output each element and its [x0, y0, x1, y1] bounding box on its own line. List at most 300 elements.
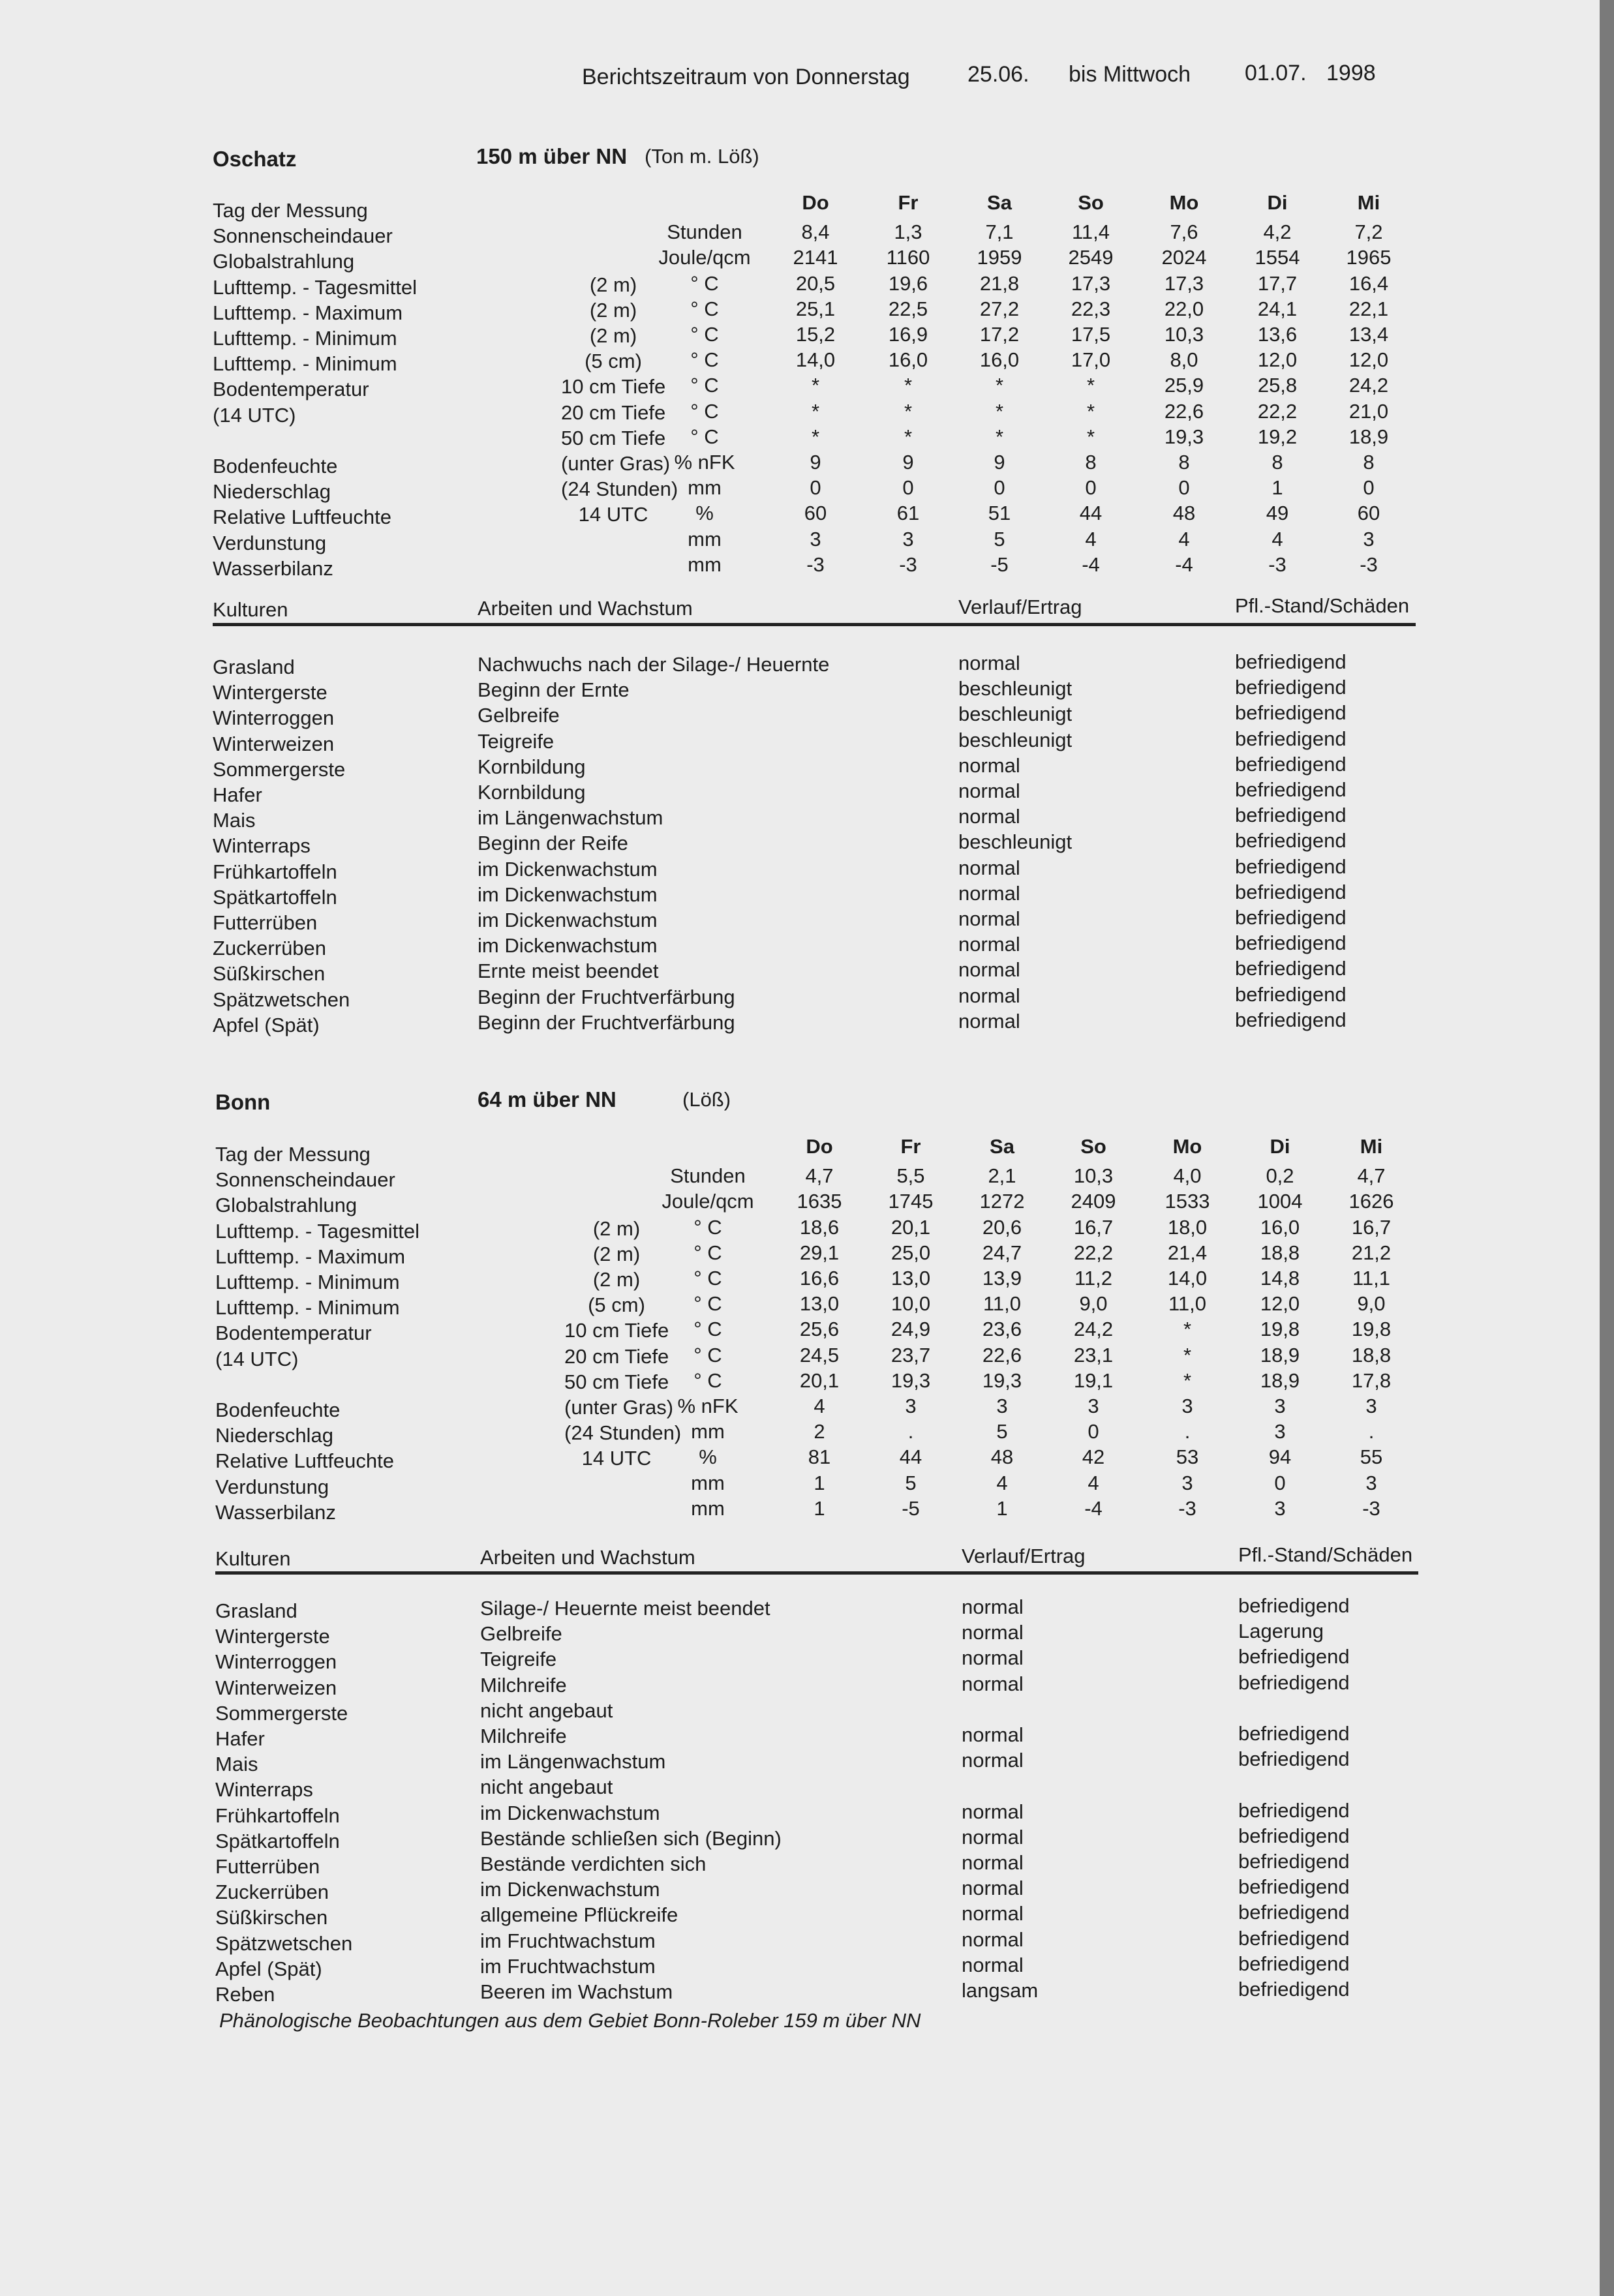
- crop-status: befriedigend: [1238, 1875, 1350, 1899]
- measurement-value: *: [1183, 1343, 1192, 1367]
- measurement-sub: (2 m): [589, 298, 637, 322]
- measurement-value: 8: [1271, 451, 1283, 474]
- measurement-value: 22,2: [1257, 399, 1298, 423]
- measurement-value: 1: [1271, 476, 1283, 500]
- measurement-value: 8,4: [801, 220, 830, 244]
- measurement-label: (14 UTC): [215, 1347, 299, 1370]
- crop-course: normal: [958, 652, 1020, 674]
- measurement-value: 49: [1266, 502, 1289, 525]
- crop-course: normal: [958, 779, 1020, 802]
- crop-name: Winterweizen: [213, 732, 335, 755]
- measurement-value: 0: [994, 476, 1005, 500]
- measurement-value: 13,6: [1257, 323, 1298, 346]
- measurement-value: 16,4: [1348, 271, 1389, 295]
- crop-status: befriedigend: [1238, 1926, 1350, 1950]
- measurement-label: Sonnenscheindauer: [215, 1168, 395, 1192]
- crop-course: normal: [962, 1723, 1024, 1746]
- measurement-value: 4,2: [1263, 220, 1292, 244]
- measurement-unit: mm: [688, 476, 722, 500]
- measurement-value: *: [904, 374, 913, 397]
- measurement-value: 23,7: [891, 1343, 931, 1367]
- measurement-value: 9: [810, 451, 821, 474]
- day-header: Mi: [1360, 1135, 1383, 1158]
- measurement-value: 4: [814, 1395, 825, 1417]
- measurement-value: 24,5: [799, 1343, 840, 1367]
- measurement-value: 10,0: [891, 1292, 931, 1316]
- crop-course: normal: [962, 1646, 1024, 1670]
- measurement-value: 21,2: [1351, 1241, 1392, 1264]
- measurement-value: 48: [1172, 502, 1196, 525]
- measurement-value: 19,8: [1260, 1318, 1300, 1341]
- measurement-label: Tag der Messung: [213, 199, 368, 222]
- crop-stage: im Dickenwachstum: [478, 934, 658, 958]
- measurement-label: Lufttemp. - Tagesmittel: [213, 275, 418, 299]
- measurement-value: -3: [1362, 1496, 1380, 1520]
- crops-header-arbeiten: Arbeiten und Wachstum: [480, 1546, 695, 1569]
- measurement-unit: ° C: [693, 1343, 722, 1367]
- measurement-value: *: [1183, 1318, 1192, 1341]
- measurement-unit: ° C: [690, 425, 719, 448]
- measurement-value: 17,2: [979, 323, 1020, 346]
- crops-header-verlauf: Verlauf/Ertrag: [962, 1545, 1086, 1567]
- station-elevation: 150 m über NN: [476, 144, 628, 168]
- crop-name: Reben: [215, 1983, 275, 2006]
- crop-course: normal: [958, 907, 1020, 930]
- measurement-value: -5: [990, 552, 1009, 576]
- crop-status: befriedigend: [1238, 1824, 1350, 1847]
- measurement-value: 19,3: [891, 1368, 931, 1392]
- measurement-value: 1635: [797, 1190, 842, 1213]
- year: 1998: [1326, 61, 1376, 85]
- measurement-value: 18,8: [1260, 1241, 1300, 1264]
- measurement-value: 1533: [1165, 1190, 1210, 1213]
- measurement-sub: 50 cm Tiefe: [564, 1370, 669, 1393]
- crop-status: befriedigend: [1235, 906, 1347, 929]
- measurement-value: 1959: [977, 246, 1022, 269]
- measurement-value: 2141: [793, 246, 838, 269]
- measurement-label: Niederschlag: [213, 480, 331, 504]
- crop-stage: Beeren im Wachstum: [480, 1980, 673, 2003]
- crop-status: befriedigend: [1235, 701, 1347, 725]
- crop-course: normal: [962, 1851, 1024, 1874]
- measurement-value: 25,1: [795, 297, 836, 320]
- measurement-value: 24,2: [1073, 1318, 1114, 1341]
- measurement-value: 3: [902, 527, 914, 551]
- measurement-value: 18,8: [1351, 1343, 1392, 1367]
- measurement-value: 1272: [979, 1190, 1025, 1213]
- crop-name: Winterroggen: [213, 706, 335, 730]
- crop-name: Spätzwetschen: [213, 988, 350, 1011]
- crop-status: befriedigend: [1235, 752, 1347, 776]
- measurement-value: 23,1: [1073, 1343, 1114, 1367]
- measurement-value: 0: [1274, 1471, 1286, 1494]
- measurement-value: 18,9: [1348, 425, 1389, 448]
- measurement-label: Bodenfeuchte: [215, 1398, 341, 1421]
- crop-course: normal: [958, 881, 1020, 905]
- measurement-value: 1745: [888, 1190, 934, 1213]
- crop-name: Futterrüben: [213, 911, 318, 934]
- measurement-value: *: [904, 399, 913, 423]
- measurement-value: 25,6: [799, 1318, 840, 1341]
- crop-name: Winterweizen: [215, 1676, 337, 1699]
- measurement-value: -3: [1178, 1496, 1196, 1520]
- crop-status: befriedigend: [1235, 880, 1347, 903]
- measurement-value: 8,0: [1170, 348, 1198, 372]
- measurement-label: Lufttemp. - Minimum: [215, 1296, 400, 1320]
- measurement-value: 13,0: [799, 1292, 840, 1316]
- measurement-value: 1160: [886, 246, 930, 269]
- crop-name: Winterraps: [213, 834, 311, 858]
- measurement-value: 12,0: [1348, 348, 1389, 372]
- measurement-value: *: [1183, 1368, 1192, 1392]
- measurement-value: 4,7: [805, 1164, 834, 1188]
- measurement-value: 21,4: [1167, 1241, 1208, 1264]
- measurement-value: 23,6: [982, 1318, 1022, 1341]
- crops-header-stand: Pfl.-Stand/Schäden: [1235, 594, 1410, 617]
- measurement-sub: (2 m): [592, 1216, 641, 1240]
- measurement-value: 5: [994, 527, 1005, 551]
- measurement-value: 1626: [1348, 1190, 1394, 1213]
- day-header: Do: [802, 191, 829, 214]
- measurement-value: 11,0: [1168, 1292, 1207, 1316]
- day-header: Do: [806, 1135, 833, 1158]
- measurement-label: Globalstrahlung: [213, 250, 355, 273]
- measurement-value: 24,7: [982, 1241, 1022, 1264]
- crop-course: normal: [958, 958, 1020, 982]
- measurement-value: 11,2: [1074, 1267, 1113, 1290]
- measurement-value: -5: [902, 1496, 920, 1520]
- measurement-value: 61: [896, 502, 920, 525]
- measurement-value: 4: [1088, 1471, 1099, 1494]
- footnote: Phänologische Beobachtungen aus dem Gebiet Bonn-Roleber 159 m über NN: [219, 2009, 921, 2032]
- measurement-value: .: [1368, 1420, 1375, 1443]
- crop-status: befriedigend: [1238, 1901, 1350, 1924]
- measurement-value: 5,5: [896, 1164, 925, 1188]
- measurement-value: 21,0: [1348, 399, 1389, 423]
- crop-name: Spätkartoffeln: [215, 1829, 340, 1852]
- measurement-sub: (unter Gras): [564, 1396, 674, 1419]
- measurement-label: Niederschlag: [215, 1424, 333, 1447]
- measurement-sub: (2 m): [589, 273, 637, 296]
- measurement-value: 3: [1088, 1395, 1099, 1417]
- crop-name: Sommergerste: [213, 757, 346, 781]
- measurement-value: 94: [1268, 1445, 1292, 1469]
- measurement-value: 24,9: [891, 1318, 931, 1341]
- station-soil: (Ton m. Löß): [645, 145, 759, 168]
- crop-status: befriedigend: [1235, 778, 1347, 801]
- crop-name: Hafer: [213, 783, 262, 806]
- measurement-value: 7,2: [1354, 220, 1383, 244]
- measurement-value: 1: [814, 1471, 825, 1494]
- measurement-label: Lufttemp. - Maximum: [213, 301, 403, 324]
- crop-stage: Bestände schließen sich (Beginn): [480, 1826, 782, 1850]
- measurement-value: 4,7: [1357, 1164, 1386, 1188]
- date-to: 01.07.: [1245, 61, 1307, 85]
- measurement-sub: (2 m): [589, 324, 637, 347]
- measurement-value: 16,0: [979, 348, 1020, 372]
- measurement-sub: 10 cm Tiefe: [564, 1319, 669, 1342]
- measurement-value: 2024: [1161, 246, 1207, 269]
- crop-status: befriedigend: [1235, 1008, 1347, 1031]
- measurement-value: 19,2: [1257, 425, 1298, 448]
- measurement-value: 24,2: [1348, 374, 1389, 397]
- measurement-value: 44: [1079, 502, 1103, 525]
- station-elevation: 64 m über NN: [478, 1087, 617, 1111]
- crop-status: befriedigend: [1235, 854, 1347, 878]
- measurement-unit: %: [699, 1445, 717, 1469]
- measurement-value: 3: [810, 527, 821, 551]
- measurement-value: 22,5: [888, 297, 928, 320]
- measurement-value: 16,0: [1260, 1215, 1300, 1239]
- measurement-value: 9,0: [1079, 1292, 1108, 1316]
- crop-name: Grasland: [213, 656, 295, 678]
- crop-stage: allgemeine Pflückreife: [480, 1903, 678, 1927]
- crop-status: befriedigend: [1238, 1952, 1350, 1975]
- measurement-value: 16,6: [799, 1267, 840, 1290]
- measurement-value: 4: [996, 1471, 1008, 1494]
- measurement-value: 19,6: [888, 271, 928, 295]
- measurement-value: -4: [1082, 552, 1100, 576]
- crop-stage: Beginn der Fruchtverfärbung: [478, 985, 735, 1008]
- measurement-value: 4: [1271, 527, 1283, 551]
- measurement-value: 16,7: [1351, 1215, 1392, 1239]
- measurement-sub: 14 UTC: [581, 1447, 652, 1470]
- date-from: 25.06.: [967, 62, 1029, 87]
- crop-name: Zuckerrüben: [215, 1881, 329, 1904]
- measurement-value: 25,0: [891, 1241, 931, 1264]
- measurement-value: 2,1: [988, 1164, 1016, 1188]
- measurement-unit: ° C: [693, 1292, 722, 1316]
- crops-header-verlauf: Verlauf/Ertrag: [958, 596, 1082, 618]
- crop-stage: Gelbreife: [478, 704, 560, 727]
- measurement-label: Sonnenscheindauer: [213, 224, 393, 248]
- measurement-value: *: [1086, 425, 1095, 448]
- crop-status: befriedigend: [1238, 1722, 1350, 1745]
- measurement-value: 22,1: [1348, 297, 1389, 320]
- measurement-unit: ° C: [690, 348, 719, 372]
- day-header: Sa: [987, 191, 1012, 214]
- crop-name: Frühkartoffeln: [215, 1804, 340, 1827]
- crop-course: normal: [962, 1877, 1024, 1900]
- measurement-value: 3: [905, 1395, 917, 1417]
- measurement-sub: 10 cm Tiefe: [561, 375, 666, 399]
- measurement-value: 42: [1082, 1445, 1105, 1469]
- measurement-value: 18,9: [1260, 1343, 1300, 1367]
- measurement-unit: mm: [688, 552, 722, 576]
- measurement-unit: mm: [691, 1496, 725, 1520]
- crop-status: befriedigend: [1235, 957, 1347, 980]
- crop-name: Spätzwetschen: [215, 1931, 353, 1955]
- measurement-value: 17,3: [1071, 271, 1111, 295]
- measurement-value: 8: [1363, 451, 1375, 474]
- crop-name: Apfel (Spät): [213, 1013, 320, 1036]
- measurement-value: 60: [1357, 502, 1380, 525]
- measurement-value: *: [1086, 399, 1095, 423]
- measurement-label: Bodenfeuchte: [213, 455, 338, 477]
- crop-course: normal: [962, 1800, 1024, 1823]
- section-rule: [213, 623, 1416, 626]
- measurement-value: 2549: [1068, 246, 1114, 269]
- crop-course: normal: [958, 933, 1020, 956]
- day-header: Sa: [990, 1135, 1014, 1158]
- station-name: Oschatz: [213, 147, 297, 171]
- section-rule: [215, 1571, 1418, 1575]
- day-header: So: [1078, 191, 1104, 214]
- crop-status: befriedigend: [1235, 982, 1347, 1006]
- measurement-label: Relative Luftfeuchte: [215, 1449, 395, 1473]
- crop-name: Mais: [215, 1753, 258, 1776]
- crop-course: beschleunigt: [958, 830, 1073, 854]
- measurement-sub: 20 cm Tiefe: [564, 1344, 669, 1368]
- measurement-value: 14,0: [795, 348, 836, 372]
- measurement-label: Lufttemp. - Minimum: [215, 1271, 400, 1293]
- measurement-value: 7,1: [985, 220, 1014, 244]
- measurement-value: 25,8: [1257, 374, 1298, 397]
- crop-status: befriedigend: [1238, 1978, 1350, 2001]
- crop-stage: im Dickenwachstum: [478, 857, 658, 881]
- crop-status: befriedigend: [1235, 829, 1347, 853]
- measurement-value: -3: [1360, 552, 1378, 576]
- measurement-value: 11,4: [1071, 220, 1110, 244]
- measurement-value: -4: [1084, 1496, 1103, 1520]
- measurement-value: 48: [990, 1445, 1014, 1469]
- measurement-value: 0: [1178, 476, 1190, 500]
- crop-course: normal: [958, 984, 1020, 1007]
- measurement-value: 60: [804, 502, 827, 525]
- crop-stage: Beginn der Fruchtverfärbung: [478, 1010, 735, 1034]
- crop-course: normal: [958, 856, 1020, 879]
- measurement-value: 0: [902, 476, 914, 500]
- crop-name: Grasland: [215, 1599, 297, 1622]
- measurement-value: 11,1: [1352, 1267, 1391, 1290]
- crop-name: Süßkirschen: [215, 1906, 328, 1929]
- measurement-value: 14,0: [1167, 1267, 1208, 1290]
- measurement-value: 53: [1176, 1445, 1199, 1469]
- crops-header-kulturen: Kulturen: [213, 598, 288, 621]
- measurement-unit: ° C: [690, 297, 719, 320]
- measurement-value: 20,1: [891, 1215, 931, 1239]
- measurement-value: 10,3: [1073, 1164, 1114, 1188]
- measurement-value: 44: [899, 1445, 922, 1469]
- crop-course: normal: [962, 1825, 1024, 1849]
- measurement-value: -4: [1175, 552, 1193, 576]
- measurement-label: (14 UTC): [213, 403, 296, 427]
- measurement-value: 17,3: [1164, 271, 1204, 295]
- crop-name: Sommergerste: [215, 1701, 348, 1725]
- measurement-value: 55: [1360, 1445, 1383, 1469]
- measurement-unit: %: [695, 502, 714, 525]
- crop-name: Winterraps: [215, 1778, 313, 1802]
- crop-stage: nicht angebaut: [480, 1699, 613, 1722]
- measurement-value: 24,1: [1257, 297, 1298, 320]
- measurement-value: -3: [899, 552, 917, 576]
- day-header: Di: [1267, 191, 1288, 214]
- measurement-value: 3: [1274, 1496, 1286, 1520]
- measurement-value: 13,4: [1348, 323, 1389, 346]
- measurement-value: *: [1086, 374, 1095, 397]
- crop-stage: Beginn der Ernte: [478, 678, 630, 702]
- measurement-unit: ° C: [693, 1215, 722, 1239]
- measurement-value: 29,1: [799, 1241, 840, 1264]
- crop-status: befriedigend: [1238, 1645, 1350, 1669]
- measurement-value: 18,6: [799, 1215, 840, 1239]
- measurement-value: 5: [996, 1420, 1008, 1443]
- measurement-value: 3: [996, 1395, 1008, 1417]
- measurement-unit: % nFK: [674, 451, 735, 474]
- measurement-value: 17,0: [1071, 348, 1111, 372]
- crop-stage: im Fruchtwachstum: [480, 1954, 656, 1978]
- measurement-unit: Stunden: [670, 1164, 746, 1188]
- measurement-unit: ° C: [693, 1318, 722, 1341]
- measurement-label: Wasserbilanz: [213, 556, 333, 580]
- measurement-label: Relative Luftfeuchte: [213, 506, 392, 529]
- measurement-value: 4,0: [1173, 1164, 1202, 1188]
- measurement-label: Verdunstung: [213, 531, 327, 554]
- crop-status: befriedigend: [1238, 1798, 1350, 1822]
- measurement-label: Bodentemperatur: [213, 378, 369, 401]
- measurement-value: 19,8: [1351, 1318, 1392, 1341]
- measurement-value: 1,3: [894, 220, 922, 244]
- measurement-value: 8: [1178, 451, 1190, 474]
- crop-course: normal: [958, 753, 1020, 777]
- day-header: Fr: [900, 1135, 921, 1158]
- measurement-unit: mm: [691, 1420, 725, 1443]
- measurement-sub: (unter Gras): [561, 452, 671, 475]
- measurement-value: 18,9: [1260, 1368, 1300, 1392]
- measurement-value: 0: [1085, 476, 1097, 500]
- measurement-value: 19,3: [982, 1368, 1022, 1392]
- day-header: Di: [1270, 1135, 1290, 1158]
- measurement-unit: Joule/qcm: [658, 246, 751, 269]
- measurement-value: 17,8: [1351, 1368, 1392, 1392]
- measurement-value: 0: [1363, 476, 1375, 500]
- crop-course: normal: [962, 1953, 1024, 1976]
- measurement-value: 2409: [1071, 1190, 1116, 1213]
- measurement-value: 11,0: [982, 1292, 1022, 1316]
- crop-name: Apfel (Spät): [215, 1957, 322, 1980]
- measurement-value: -3: [806, 552, 825, 576]
- crop-stage: nicht angebaut: [480, 1775, 613, 1799]
- measurement-unit: ° C: [690, 399, 719, 423]
- measurement-value: 13,0: [891, 1267, 931, 1290]
- measurement-value: 10,3: [1164, 323, 1204, 346]
- measurement-value: 20,6: [982, 1215, 1022, 1239]
- crop-status: befriedigend: [1235, 804, 1347, 827]
- crop-status: befriedigend: [1235, 727, 1347, 750]
- crop-course: normal: [958, 805, 1020, 828]
- measurement-value: 3: [1274, 1395, 1286, 1417]
- crop-stage: Teigreife: [478, 729, 555, 753]
- measurement-unit: ° C: [690, 323, 719, 346]
- crop-stage: im Dickenwachstum: [478, 909, 658, 931]
- measurement-value: 81: [808, 1445, 831, 1469]
- measurement-value: 14,8: [1260, 1267, 1300, 1290]
- measurement-sub: (24 Stunden): [561, 477, 678, 501]
- measurement-unit: ° C: [690, 374, 719, 397]
- station-soil: (Löß): [682, 1088, 731, 1111]
- crops-header-stand: Pfl.-Stand/Schäden: [1238, 1543, 1413, 1566]
- measurement-value: 17,5: [1071, 323, 1111, 346]
- measurement-value: 3: [1363, 527, 1375, 551]
- measurement-value: 20,5: [795, 271, 836, 295]
- measurement-value: 22,6: [1164, 399, 1204, 423]
- crop-course: normal: [962, 1672, 1024, 1695]
- measurement-label: Lufttemp. - Tagesmittel: [215, 1219, 420, 1243]
- measurement-value: 22,2: [1073, 1241, 1114, 1264]
- measurement-unit: Joule/qcm: [662, 1190, 754, 1213]
- crop-stage: im Fruchtwachstum: [480, 1929, 656, 1952]
- measurement-value: 21,8: [979, 271, 1020, 295]
